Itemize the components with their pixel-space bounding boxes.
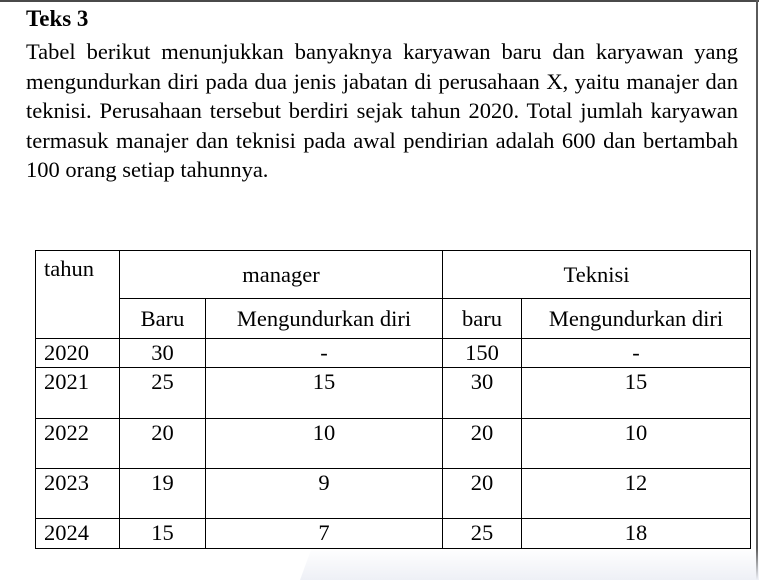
teknisi-keluar-cell: -: [522, 339, 751, 368]
table-row: [36, 339, 751, 368]
bottom-shade: [300, 548, 759, 580]
manager-baru-cell: 30: [120, 339, 206, 368]
teknisi-group-header: Teknisi: [443, 251, 751, 299]
teknisi-keluar-cell: 10: [522, 419, 751, 469]
year-header: tahun: [36, 251, 120, 339]
manager-baru-cell: 15: [120, 519, 206, 549]
year-cell: 2020: [36, 339, 120, 368]
table-row: [36, 368, 751, 419]
table-row: [36, 519, 751, 549]
manager-keluar-cell: 7: [206, 519, 443, 549]
teknisi-keluar-cell: 15: [522, 368, 751, 419]
table-row: [36, 469, 751, 519]
teknisi-keluar-cell: 18: [522, 519, 751, 549]
section-heading: Teks 3: [26, 6, 89, 31]
year-cell: 2023: [36, 469, 120, 519]
teknisi-keluar-header: Mengundurkan diri: [522, 299, 751, 339]
teknisi-keluar-cell: 12: [522, 469, 751, 519]
teknisi-baru-cell: 25: [443, 519, 522, 549]
right-rule: [756, 0, 758, 580]
top-rule: [0, 0, 759, 2]
manager-keluar-cell: 15: [206, 368, 443, 419]
year-cell: 2021: [36, 368, 120, 419]
manager-keluar-cell: 9: [206, 469, 443, 519]
intro-paragraph: Tabel berikut menunjukkan banyaknya karyawan baru dan karyawan yang mengundurkan diri pada dua jenis jabatan di perusahaan X, yaitu manajer dan teknisi. Perusahaan tersebut berdiri sejak tahun 2020. Total jumlah karyawan termasuk manajer dan teknisi pada awal pendirian adalah 600 dan bertambah 100 orang setiap tahunnya.: [26, 39, 738, 182]
teknisi-baru-cell: 20: [443, 419, 522, 469]
manager-baru-cell: 25: [120, 368, 206, 419]
year-cell: 2022: [36, 419, 120, 469]
manager-baru-header: Baru: [120, 299, 206, 339]
teknisi-baru-cell: 20: [443, 469, 522, 519]
employee-table: [35, 250, 751, 549]
manager-group-header: manager: [120, 251, 443, 299]
year-cell: 2024: [36, 519, 120, 549]
manager-keluar-cell: -: [206, 339, 443, 368]
manager-baru-cell: 19: [120, 469, 206, 519]
teknisi-baru-cell: 150: [443, 339, 522, 368]
table-header-row: [36, 251, 751, 299]
table-subheader-row: [36, 299, 751, 339]
manager-keluar-cell: 10: [206, 419, 443, 469]
teknisi-baru-cell: 30: [443, 368, 522, 419]
manager-baru-cell: 20: [120, 419, 206, 469]
manager-keluar-header: Mengundurkan diri: [206, 299, 443, 339]
teknisi-baru-header: baru: [443, 299, 522, 339]
table-row: [36, 419, 751, 469]
